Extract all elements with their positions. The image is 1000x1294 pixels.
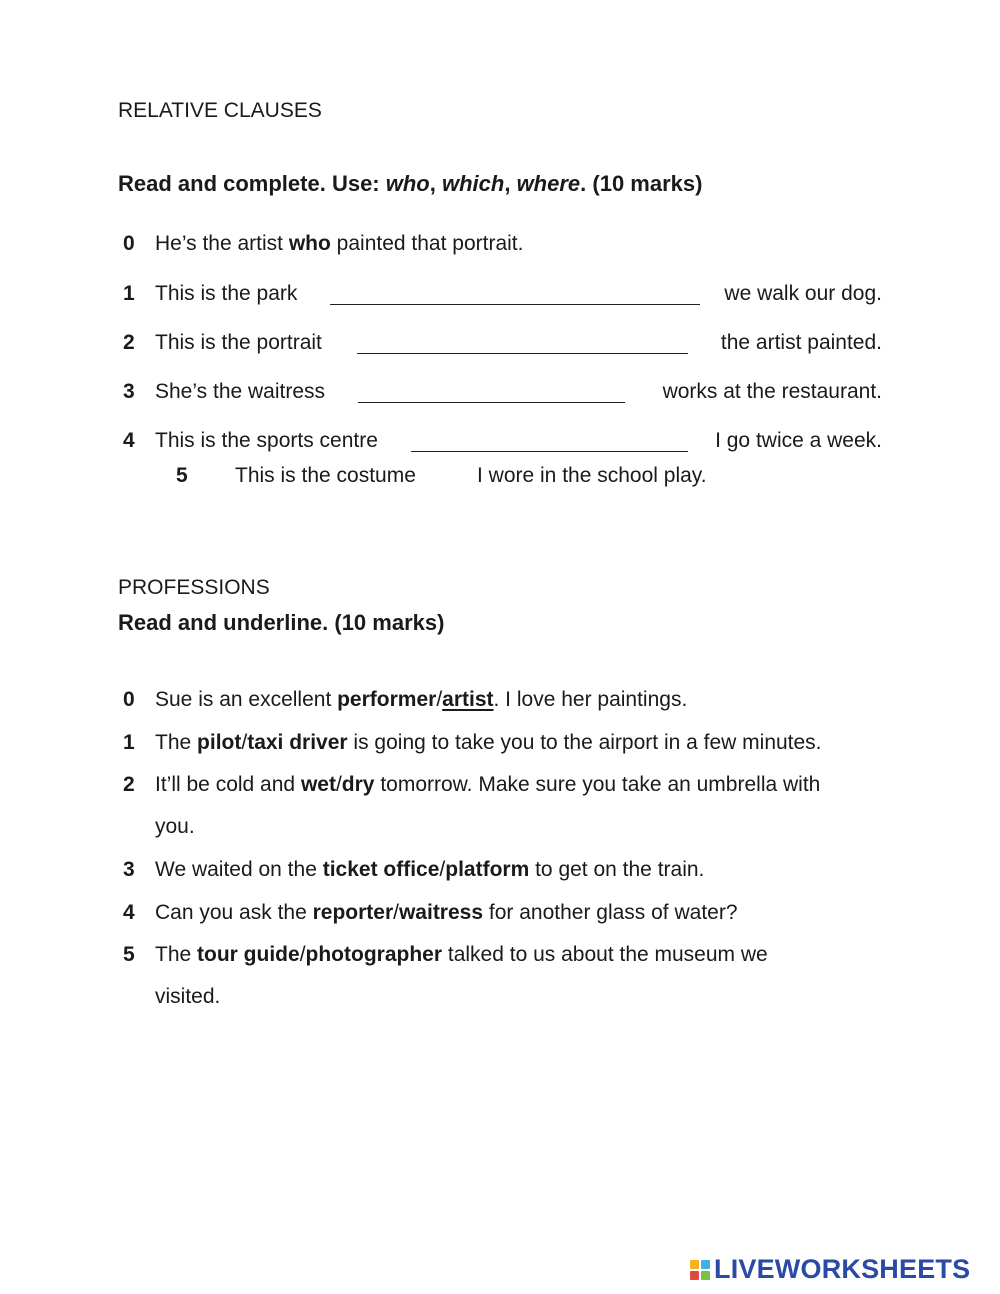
sentence-text <box>155 901 738 925</box>
underline-item <box>118 943 888 1013</box>
sentence-end: is going to take you to the airport in a few minutes. <box>347 731 822 754</box>
option-2[interactable]: photographer <box>305 943 443 966</box>
underline-item <box>118 731 888 757</box>
sentence-after: works at the restaurant. <box>662 380 882 403</box>
option-2[interactable]: taxi driver <box>247 731 348 754</box>
sentence-text <box>155 773 820 797</box>
option-1[interactable]: reporter <box>312 901 394 924</box>
instruction-relative-clauses <box>118 171 702 197</box>
item-number: 1 <box>123 731 135 754</box>
item-number: 2 <box>123 773 135 796</box>
option-1[interactable]: wet <box>300 773 336 796</box>
sentence-start: The <box>155 731 198 754</box>
answer-blank[interactable] <box>330 303 700 305</box>
sentence-start: The <box>155 943 198 966</box>
section-title-professions: PROFESSIONS <box>118 576 270 599</box>
option-separator: / <box>439 858 446 881</box>
sentence-item <box>118 429 888 455</box>
sentence-continuation: visited. <box>155 985 221 1008</box>
option-2[interactable]: dry <box>341 773 375 796</box>
sentence-before: This is the portrait <box>155 331 322 354</box>
sentence-end: to get on the train. <box>529 858 705 881</box>
answer-blank[interactable] <box>358 401 625 403</box>
answer-blank[interactable] <box>357 352 688 354</box>
sentence-before: This is the sports centre <box>155 429 378 452</box>
option-separator: / <box>335 773 342 796</box>
item-number: 3 <box>123 858 135 881</box>
item-number: 1 <box>123 282 135 305</box>
sentence-text <box>155 688 687 712</box>
sentence-item <box>118 282 888 308</box>
answer-blank[interactable] <box>411 450 688 452</box>
instruction-professions: Read and underline. (10 marks) <box>118 610 445 635</box>
section-title-relative-clauses: RELATIVE CLAUSES <box>118 99 322 122</box>
item-number: 5 <box>123 943 135 966</box>
logo-square <box>690 1271 699 1280</box>
sentence-start: It’ll be cold and <box>155 773 301 796</box>
sentence-after: I wore in the school play. <box>477 464 707 487</box>
option-2[interactable]: platform <box>445 858 530 881</box>
underline-item <box>118 688 888 714</box>
sentence-before: This is the costume <box>235 464 416 487</box>
word-who: who <box>385 171 430 196</box>
sentence-text <box>155 858 704 882</box>
option-2[interactable]: waitress <box>398 901 484 924</box>
option-1[interactable]: performer <box>337 688 437 711</box>
sentence-end: for another glass of water? <box>483 901 738 924</box>
underline-item <box>118 901 888 927</box>
option-2-underlined[interactable]: artist <box>442 688 494 711</box>
option-separator: / <box>393 901 399 924</box>
instruction-suffix: . (10 marks) <box>580 171 703 196</box>
sentence-after: the artist painted. <box>720 331 882 354</box>
sentence-end: tomorrow. Make sure you take an umbrella with <box>374 773 821 796</box>
logo-grid-icon <box>690 1260 710 1280</box>
option-separator: / <box>299 943 306 966</box>
underline-item <box>118 773 888 843</box>
item-number: 2 <box>123 331 135 354</box>
sentence-end: talked to us about the museum we <box>442 943 768 966</box>
instruction-sep: , <box>429 171 442 196</box>
sentence-item <box>118 464 888 490</box>
sentence-after: painted that portrait. <box>330 232 524 255</box>
item-number: 0 <box>123 688 135 711</box>
sentence-before: This is the park <box>155 282 298 305</box>
option-1[interactable]: ticket office <box>322 858 440 881</box>
sentence-item <box>118 232 888 258</box>
sentence-text <box>155 731 822 755</box>
sentence-after: we walk our dog. <box>724 282 882 305</box>
instruction-prefix: Read and complete. Use: <box>118 171 386 196</box>
sentence-before: She’s the waitress <box>155 380 326 403</box>
sentence-continuation: you. <box>155 815 195 838</box>
item-number: 4 <box>123 901 135 924</box>
item-number: 5 <box>176 464 188 487</box>
logo-square <box>690 1260 699 1269</box>
logo-square <box>701 1260 710 1269</box>
sentence-text <box>155 232 523 256</box>
sentence-end: . I love her paintings. <box>493 688 688 711</box>
sentence-item <box>118 331 888 357</box>
option-separator: / <box>241 731 248 754</box>
sentence-before: He’s the artist <box>155 232 289 255</box>
sentence-text <box>155 943 768 967</box>
logo-square <box>701 1271 710 1280</box>
item-number: 4 <box>123 429 135 452</box>
option-1[interactable]: tour guide <box>197 943 300 966</box>
option-1[interactable]: pilot <box>197 731 242 754</box>
option-separator: / <box>436 688 443 711</box>
example-answer: who <box>288 232 331 255</box>
sentence-item <box>118 380 888 406</box>
logo-text: LIVEWORKSHEETS <box>714 1254 971 1284</box>
underline-item <box>118 858 888 884</box>
item-number: 0 <box>123 232 135 255</box>
sentence-start: We waited on the <box>155 858 323 881</box>
sentence-start: Sue is an excellent <box>155 688 338 711</box>
sentence-after: I go twice a week. <box>715 429 882 452</box>
item-number: 3 <box>123 380 135 403</box>
instruction-sep: , <box>504 171 517 196</box>
word-which: which <box>441 171 505 196</box>
word-where: where <box>516 171 581 196</box>
liveworksheets-logo[interactable] <box>690 1254 970 1285</box>
sentence-start: Can you ask the <box>155 901 313 924</box>
